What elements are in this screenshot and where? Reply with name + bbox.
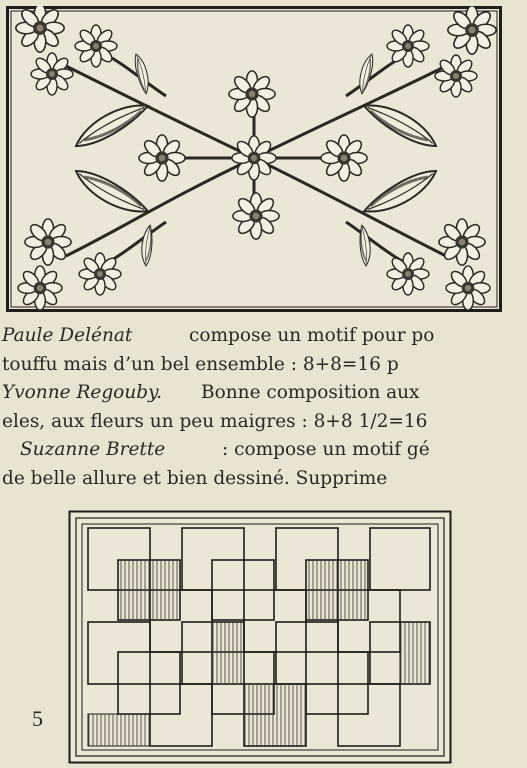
caption-text: Bonne composition aux xyxy=(201,382,420,403)
caption-line-5 xyxy=(0,436,527,465)
caption-text: : compose un motif gé xyxy=(222,439,430,460)
caption-text: compose un motif pour po xyxy=(189,325,435,346)
student-name: Yvonne Regouby. xyxy=(2,382,162,403)
figure-number: 5 xyxy=(32,706,43,731)
geometric-pattern-figure xyxy=(68,510,452,764)
student-name: Suzanne Brette xyxy=(20,439,166,460)
caption-line-3 xyxy=(0,379,527,408)
caption-text: de belle allure et bien dessiné. Supprime xyxy=(2,467,388,489)
student-name: Paule Delénat xyxy=(2,325,133,346)
caption-line-2 xyxy=(0,351,527,380)
floral-motif-illustration xyxy=(6,6,502,312)
captions-block xyxy=(0,322,527,493)
caption-line-6 xyxy=(0,465,527,494)
caption-line-1 xyxy=(0,322,527,351)
caption-line-4 xyxy=(0,408,527,437)
caption-text: touffu mais d’un bel ensemble : 8+8=16 p xyxy=(2,353,399,375)
caption-text: eles, aux fleurs un peu maigres : 8+8 1/2=16 xyxy=(2,410,428,432)
